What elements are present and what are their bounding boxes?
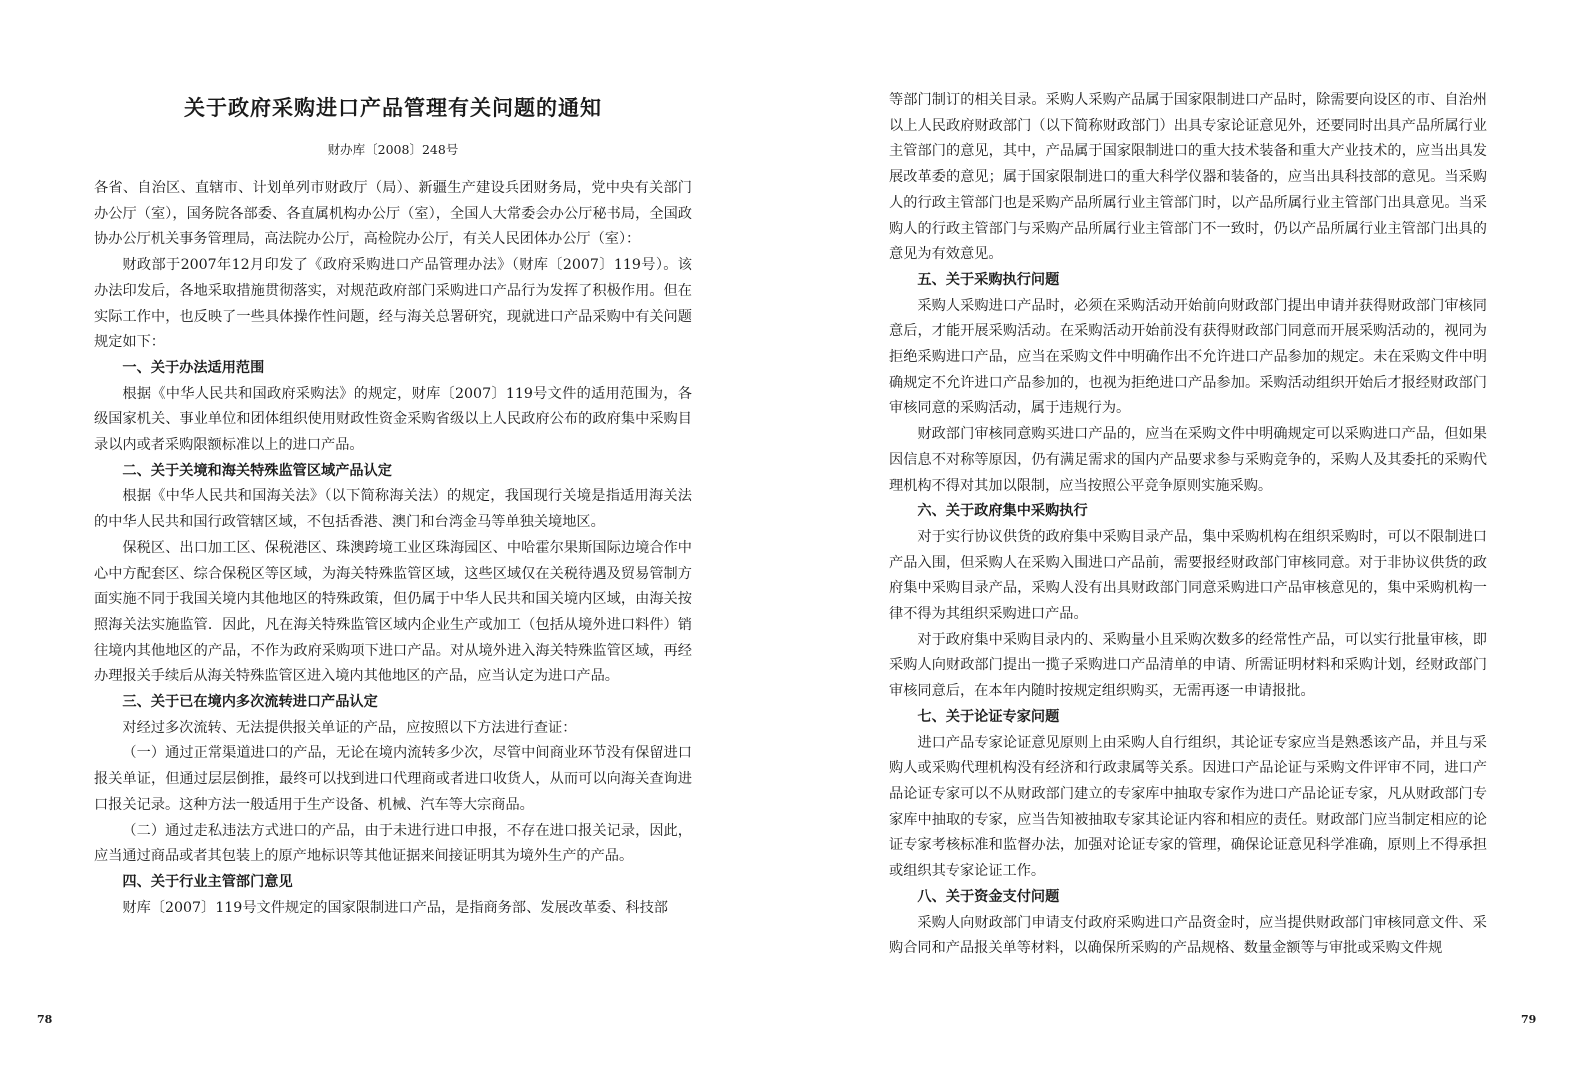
right-page <box>793 0 1587 1077</box>
body-paragraph: 采购人采购进口产品时，必须在采购活动开始前向财政部门提出申请并获得财政部门审核同意后，才能开展采购活动。在采购活动开始前没有获得财政部门同意而开展采购活动的，视同为拒绝采购进口产品，应当在采购文件中明确作出不允许进口产品参加的规定。未在采购文件中明确规定不允许进口产品参加的，也视为拒绝进口产品参加。采购活动组织开始后才报经财政部门审核同意的采购活动，属于违规行为。 <box>889 297 1487 417</box>
document-number: 财办库〔2008〕248号 <box>327 142 459 157</box>
page-number-right: 79 <box>1521 1013 1537 1026</box>
body-paragraph: 财库〔2007〕119号文件规定的国家限制进口产品，是指商务部、发展改革委、科技部 <box>122 899 668 916</box>
body-paragraph: 对于实行协议供货的政府集中采购目录产品，集中采购机构在组织采购时，可以不限制进口产品入围，但采购人在采购入围进口产品前，需要报经财政部门审核同意。对于非协议供货的政府集中采购目录产品，采购人没有出具财政部门同意采购进口产品审核意见的，集中采购机构一律不得为其组织采购进口产品。 <box>889 528 1487 623</box>
left-page <box>0 0 793 1077</box>
section-heading: 二、关于关境和海关特殊监管区域产品认定 <box>122 462 392 479</box>
body-paragraph: 进口产品专家论证意见原则上由采购人自行组织，其论证专家应当是熟悉该产品，并且与采购人或采购代理机构没有经济和行政隶属等关系。因进口产品论证与采购文件评审不同，进口产品论证专家可以不从财政部门建立的专家库中抽取专家作为进口产品论证专家，凡从财政部门专家库中抽取的专家，应当告知被抽取专家其论证内容和相应的责任。财政部门应当制定相应的论证专家考核标准和监督办法，加强对论证专家的管理，确保论证意见科学准确，原则上不得承担或组织其专家论证工作。 <box>889 734 1487 880</box>
section-heading: 七、关于论证专家问题 <box>917 708 1060 725</box>
body-paragraph: 对于政府集中采购目录内的、采购量小且采购次数多的经常性产品，可以实行批量审核，即采购人向财政部门提出一揽子采购进口产品清单的申请、所需证明材料和采购计划，经财政部门审核同意后，在本年内随时按规定组织购买，无需再逐一申请报批。 <box>889 631 1487 700</box>
body-paragraph: 根据《中华人民共和国政府采购法》的规定，财库〔2007〕119号文件的适用范围为，各级国家机关、事业单位和团体组织使用财政性资金采购省级以上人民政府公布的政府集中采购目录以内或者采购限额标准以上的进口产品。 <box>94 385 692 454</box>
page-number-left: 78 <box>37 1013 53 1026</box>
left-text-column <box>94 176 692 921</box>
notice-title: 关于政府采购进口产品管理有关问题的通知 <box>184 95 602 120</box>
section-heading: 五、关于采购执行问题 <box>917 271 1060 288</box>
section-heading: 一、关于办法适用范围 <box>122 359 265 376</box>
section-heading: 八、关于资金支付问题 <box>917 888 1060 905</box>
section-heading: 六、关于政府集中采购执行 <box>917 503 1088 520</box>
body-paragraph: 财政部于2007年12月印发了《政府采购进口产品管理办法》（财库〔2007〕119号）。该办法印发后，各地采取措施贯彻落实，对规范政府部门采购进口产品行为发挥了积极作用。但在实际工作中，也反映了一些具体操作性问题，经与海关总署研究，现就进口产品采购中有关问题规定如下： <box>94 257 692 351</box>
right-text-column <box>889 88 1487 962</box>
body-paragraph: 根据《中华人民共和国海关法》（以下简称海关法）的规定，我国现行关境是指适用海关法的中华人民共和国行政管辖区域，不包括香港、澳门和台湾金马等单独关境地区。 <box>94 488 692 531</box>
body-paragraph: 各省、自治区、直辖市、计划单列市财政厅（局）、新疆生产建设兵团财务局，党中央有关部门办公厅（室），国务院各部委、各直属机构办公厅（室），全国人大常委会办公厅秘书局，全国政协办公厅机关事务管理局，高法院办公厅，高检院办公厅，有关人民团体办公厅（室）： <box>94 180 692 248</box>
body-paragraph: 等部门制订的相关目录。采购人采购产品属于国家限制进口产品时，除需要向设区的市、自治州以上人民政府财政部门（以下简称财政部门）出具专家论证意见外，还要同时出具产品所属行业主管部门的意见，其中，产品属于国家限制进口的重大技术装备和重大产业技术的，应当出具发展改革委的意见；属于国家限制进口的重大科学仪器和装备的，应当出具科技部的意见。当采购人的行政主管部门也是采购产品所属行业主管部门时，以产品所属行业主管部门出具意见。当采购人的行政主管部门与采购产品所属行业主管部门不一致时，仍以产品所属行业主管部门出具的意见为有效意见。 <box>889 92 1487 263</box>
section-heading: 四、关于行业主管部门意见 <box>122 873 293 890</box>
section-heading: 三、关于已在境内多次流转进口产品认定 <box>122 694 378 711</box>
body-paragraph: 保税区、出口加工区、保税港区、珠澳跨境工业区珠海园区、中哈霍尔果斯国际边境合作中心中方配套区、综合保税区等区域，为海关特殊监管区域，这些区域仅在关税待遇及贸易管制方面实施不同于我国关境内其他地区的特殊政策，但仍属于中华人民共和国关境内区域，由海关按照海关法实施监管．因此，凡在海关特殊监管区域内企业生产或加工（包括从境外进口料件）销往境内其他地区的产品，不作为政府采购项下进口产品。对从境外进入海关特殊监管区域，再经办理报关手续后从海关特殊监管区进入境内其他地区的产品，应当认定为进口产品。 <box>94 539 692 685</box>
body-paragraph: （一）通过正常渠道进口的产品，无论在境内流转多少次，尽管中间商业环节没有保留进口报关单证，但通过层层倒推，最终可以找到进口代理商或者进口收货人，从而可以向海关查询进口报关记录。这种方法一般适用于生产设备、机械、汽车等大宗商品。 <box>94 745 692 813</box>
body-paragraph: 财政部门审核同意购买进口产品的，应当在采购文件中明确规定可以采购进口产品，但如果因信息不对称等原因，仍有满足需求的国内产品要求参与采购竞争的，采购人及其委托的采购代理机构不得对其加以限制，应当按照公平竞争原则实施采购。 <box>889 426 1487 494</box>
body-paragraph: 对经过多次流转、无法提供报关单证的产品，应按照以下方法进行查证： <box>122 719 577 736</box>
body-paragraph: （二）通过走私违法方式进口的产品，由于未进行进口申报，不存在进口报关记录，因此，应当通过商品或者其包装上的原产地标识等其他证据来间接证明其为境外生产的产品。 <box>94 822 692 865</box>
body-paragraph: 采购人向财政部门申请支付政府采购进口产品资金时，应当提供财政部门审核同意文件、采购合同和产品报关单等材料，以确保所采购的产品规格、数量金额等与审批或采购文件规 <box>889 914 1487 957</box>
